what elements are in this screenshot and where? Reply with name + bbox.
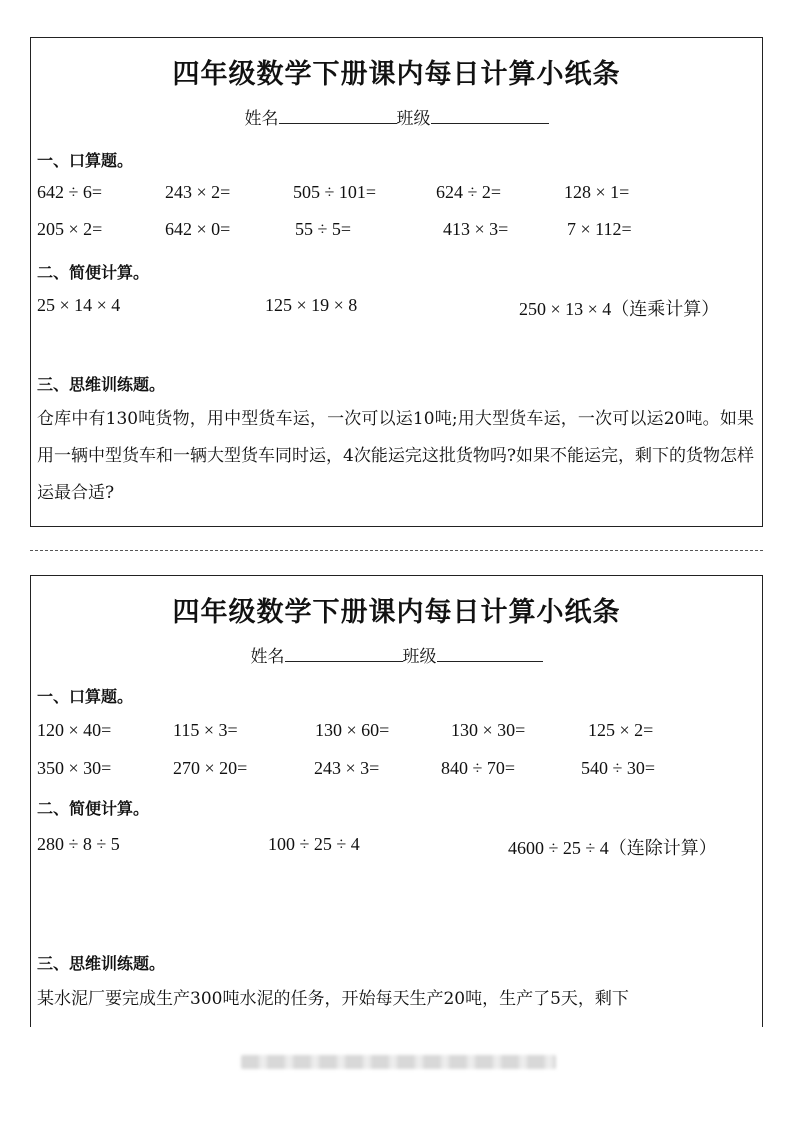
class-blank[interactable] <box>437 645 543 662</box>
worksheet-title: 四年级数学下册课内每日计算小纸条 <box>172 597 621 628</box>
oral-item: 130 × 60= <box>315 720 390 740</box>
simple-item: 4600 ÷ 25 ÷ 4（连除计算） <box>508 838 717 858</box>
cut-line <box>30 550 763 551</box>
name-class-row <box>31 104 762 129</box>
name-class-row <box>31 642 762 667</box>
oral-row-2 <box>31 758 762 784</box>
class-label: 班级 <box>396 109 431 129</box>
oral-item: 840 ÷ 70= <box>441 758 516 778</box>
name-blank[interactable] <box>285 645 403 662</box>
simple-item: 125 × 19 × 8 <box>265 295 358 315</box>
oral-item: 120 × 40= <box>37 720 112 740</box>
section-thinking-heading: 三、思维训练题。 <box>37 954 166 973</box>
simple-item: 25 × 14 × 4 <box>37 295 121 315</box>
simple-item: 280 ÷ 8 ÷ 5 <box>37 834 120 854</box>
oral-item: 624 ÷ 2= <box>436 182 502 202</box>
name-label: 姓名 <box>250 647 285 667</box>
oral-item: 350 × 30= <box>37 758 112 778</box>
simple-row <box>31 295 762 321</box>
oral-item: 243 × 3= <box>314 758 380 778</box>
simple-item: 100 ÷ 25 ÷ 4 <box>268 834 360 854</box>
watermark-blur <box>241 1055 556 1069</box>
oral-item: 642 ÷ 6= <box>37 182 103 202</box>
oral-item: 130 × 30= <box>451 720 526 740</box>
simple-item: 250 × 13 × 4（连乘计算） <box>519 299 720 319</box>
section-thinking-heading: 三、思维训练题。 <box>37 375 166 394</box>
oral-row-2 <box>31 219 762 245</box>
oral-item: 243 × 2= <box>165 182 231 202</box>
section-oral-heading: 一、口算题。 <box>37 687 134 706</box>
oral-row-1 <box>31 182 762 208</box>
name-blank[interactable] <box>279 107 397 124</box>
worksheet-card-2 <box>30 575 763 1027</box>
oral-item: 115 × 3= <box>173 720 238 740</box>
worksheet-card-1 <box>30 37 763 527</box>
thinking-problem-text: 仓库中有130吨货物，用中型货车运，一次可以运10吨;用大型货车运，一次可以运20吨。如果用一辆中型货车和一辆大型货车同时运，4次能运完这批货物吗?如果不能运完，剩下的货物怎样运最合适? <box>37 409 754 503</box>
section-simple-heading: 二、简便计算。 <box>37 799 150 818</box>
section-oral-heading: 一、口算题。 <box>37 151 134 170</box>
thinking-problem-text: 某水泥厂要完成生产300吨水泥的任务，开始每天生产20吨，生产了5天，剩下 <box>37 989 629 1009</box>
oral-row-1 <box>31 720 762 746</box>
simple-row <box>31 834 762 860</box>
oral-item: 55 ÷ 5= <box>295 219 352 239</box>
oral-item: 505 ÷ 101= <box>293 182 377 202</box>
class-blank[interactable] <box>431 107 549 124</box>
name-label: 姓名 <box>244 109 279 129</box>
oral-item: 540 ÷ 30= <box>581 758 656 778</box>
oral-item: 205 × 2= <box>37 219 103 239</box>
oral-item: 128 × 1= <box>564 182 630 202</box>
oral-item: 125 × 2= <box>588 720 654 740</box>
oral-item: 7 × 112= <box>567 219 632 239</box>
oral-item: 413 × 3= <box>443 219 509 239</box>
section-simple-heading: 二、简便计算。 <box>37 263 150 282</box>
oral-item: 270 × 20= <box>173 758 248 778</box>
class-label: 班级 <box>402 647 437 667</box>
worksheet-title: 四年级数学下册课内每日计算小纸条 <box>172 59 621 90</box>
oral-item: 642 × 0= <box>165 219 231 239</box>
